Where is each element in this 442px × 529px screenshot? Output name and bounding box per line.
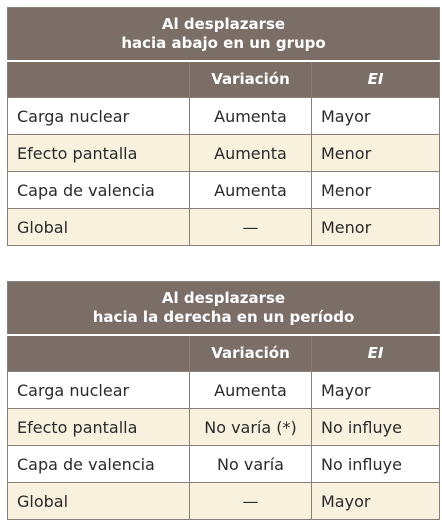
row-variation: Aumenta (190, 98, 312, 135)
table-title-line2: hacia la derecha en un período (92, 307, 355, 326)
row-label: Carga nuclear (8, 98, 190, 135)
row-ei: Mayor (312, 372, 440, 409)
table-row (8, 372, 440, 409)
row-label: Carga nuclear (8, 372, 190, 409)
row-variation: — (190, 209, 312, 246)
table-title-row (8, 8, 440, 61)
row-ei: Menor (312, 209, 440, 246)
table-row (8, 409, 440, 446)
header-variation: Variación (190, 335, 312, 372)
row-variation: No varía (*) (190, 409, 312, 446)
table-title (8, 282, 440, 335)
column-header-row (8, 61, 440, 98)
header-blank-cell (8, 61, 190, 98)
row-variation: Aumenta (190, 172, 312, 209)
row-variation: Aumenta (190, 135, 312, 172)
row-variation: — (190, 483, 312, 520)
row-label: Global (8, 483, 190, 520)
table-row-global (8, 209, 440, 246)
row-ei: Mayor (312, 98, 440, 135)
table-row (8, 446, 440, 483)
column-header-row (8, 335, 440, 372)
row-ei: No influye (312, 409, 440, 446)
row-label: Efecto pantalla (8, 409, 190, 446)
row-ei: Menor (312, 172, 440, 209)
table-row (8, 172, 440, 209)
period-table (7, 281, 440, 520)
table-row-global (8, 483, 440, 520)
table-row (8, 98, 440, 135)
header-ei: EI (312, 61, 440, 98)
row-ei: No influye (312, 446, 440, 483)
table-title-line1: Al desplazarse (161, 14, 286, 33)
row-ei: Menor (312, 135, 440, 172)
table-title-line1: Al desplazarse (161, 288, 286, 307)
row-variation: Aumenta (190, 372, 312, 409)
header-variation: Variación (190, 61, 312, 98)
row-label: Efecto pantalla (8, 135, 190, 172)
row-label: Capa de valencia (8, 446, 190, 483)
table-title-row (8, 282, 440, 335)
row-variation: No varía (190, 446, 312, 483)
table-row (8, 135, 440, 172)
row-label: Capa de valencia (8, 172, 190, 209)
row-ei: Mayor (312, 483, 440, 520)
row-label: Global (8, 209, 190, 246)
table-title-line2: hacia abajo en un grupo (121, 33, 326, 52)
header-ei: EI (312, 335, 440, 372)
header-blank-cell (8, 335, 190, 372)
group-table (7, 7, 440, 246)
table-title (8, 8, 440, 61)
